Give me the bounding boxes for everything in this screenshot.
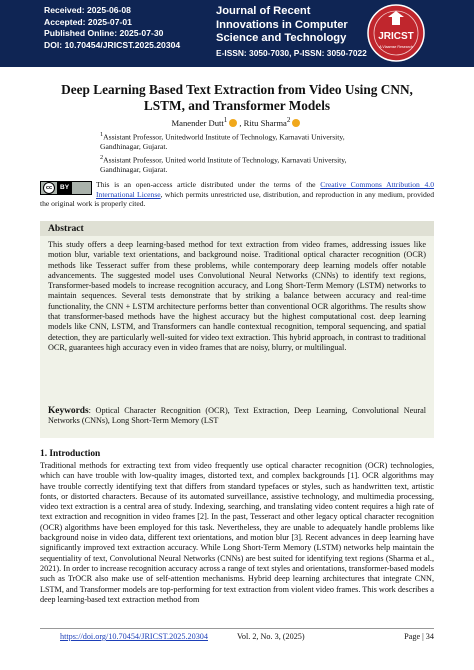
footer-volume: Vol. 2, No. 3, (2025) xyxy=(237,632,305,641)
footer-doi-link[interactable]: https://doi.org/10.70454/JRICST.2025.20304 xyxy=(60,632,208,641)
abstract-header-bar xyxy=(40,221,434,236)
introduction-heading: 1. Introduction xyxy=(40,449,101,459)
logo-subtext: A Vlaamse Research xyxy=(379,45,413,49)
license-statement xyxy=(40,180,434,209)
keywords xyxy=(48,406,426,427)
affiliation-2-sup: 2 xyxy=(100,154,104,161)
cc-icon: cc xyxy=(43,182,55,194)
author-line xyxy=(40,116,434,128)
journal-issn: E-ISSN: 3050-7030, P-ISSN: 3050-7022 xyxy=(216,47,367,58)
by-label: BY xyxy=(57,182,72,194)
keywords-label: Keywords xyxy=(48,406,89,416)
orcid-icon[interactable] xyxy=(292,119,300,127)
license-link[interactable]: Creative Commons Attribution 4.0 International License xyxy=(96,180,434,199)
journal-title-block xyxy=(216,5,366,58)
journal-name: Journal of Recent Innovations in Computer Science and Technology xyxy=(216,5,348,44)
doi-text: DOI: 10.70454/JRICST.2025.20304 xyxy=(44,39,181,50)
affiliation-1-sup: 1 xyxy=(100,131,104,138)
introduction-text: Traditional methods for extracting text from video frequently use optical character recognition (OCR) technologies, which can have trouble with low-quality images, distorted text, and complex backgrounds [1]. OCR algorithms may have trouble correctly identifying text that differs from standard typefaces or styles, such as handwritten text, artistic fonts, or distorted characters. Because of its automated surveillance, assistive technology, and multimedia processing, video text extraction is a central area of study. Indexing, searching, and translating video content requires a high rate of text extraction and recognition in video frames [2]. In the past, Tesseract and other legacy optical character recognition (OCR) algorithms have been employed for this task. Nevertheless, they are unable to adequately handle problems like background noise in video data, different text orientations, and motion blur [3]. Recent advances in deep learning have significantly improved text extraction accuracy. While Long Short-Term Memory (LSTM) networks help maintain the sequentiality of text, Convolutional Neural Networks (CNNs) are best suited for identifying text regions (Sharma et al., 2021). In order to increase recognition accuracy across a range of text styles and orientations, transformer-based models such as TrOCR also make use of self-attention mechanisms. Hybrid deep learning architectures that integrate CNN, LSTM, and Transformer models are top-performing for text extraction from violent video frames. This work describes a deep learning-based text extraction method from xyxy=(40,461,434,604)
license-text-after: , which permits unrestricted use, distribution, and reproduction in any medium, provided the original work is properly cited. xyxy=(40,189,434,209)
accepted-date: Accepted: 2025-07-01 xyxy=(44,16,132,27)
received-date: Received: 2025-06-08 xyxy=(44,5,131,15)
keywords-text: : Optical Character Recognition (OCR), Text Extraction, Deep Learning, Convolutional Neural Networks (CNNs), Long Short-Term Memory (LST xyxy=(48,406,426,426)
author-1-sup: 1 xyxy=(223,116,228,124)
paper-title: Deep Learning Based Text Extraction from Video Using CNN, LSTM, and Transformer Models xyxy=(61,82,413,113)
page-footer xyxy=(40,628,434,643)
affiliation-2-text: Assistant Professor, United world Institute of Technology, Karnavati University, Gandhinagar, Gujarat. xyxy=(100,155,347,174)
footer-page-number: Page | 34 xyxy=(404,632,434,641)
article-dates xyxy=(44,5,214,51)
abstract-text: This study offers a deep learning-based method for text extraction from video frames, addressing issues like motion blur, variable text orientations, and background noise. Traditional optical character recognition (OCR) methods like Tesseract suffer from these problems, while contemporary deep learning models offer notable advancements. The suggested model uses Convolutional Neural Networks (CNNs) to identify text regions, Transformer-based models to increase recognition accuracy, and Long Short-Term Memory (LSTM) networks to maintain sequences. Several tests demonstrate that by striking a balance between accuracy and real-time functionality, the CNN + LSTM architecture performs better than conventional OCR algorithms. The results show that transformer-based methods have the highest accuracy but the highest computational cost. deep learning models like CNN, LSTM, and Transformers can handle contextual recognition, temporal sequencing, and spatial detection, they are particularly well-suited for video text extraction. This hybrid approach, in contrast to traditional OCR, guarantees high accuracy even in video frames that are noisy, blurry, or multilingual. xyxy=(48,240,426,352)
author-separator: , Ritu Sharma xyxy=(239,117,287,128)
logo-text: JRICST xyxy=(378,31,414,42)
author-2-sup: 2 xyxy=(286,116,291,124)
affiliation-2 xyxy=(100,153,374,174)
journal-banner xyxy=(0,0,474,67)
abstract-heading: Abstract xyxy=(48,223,84,234)
affiliation-1 xyxy=(100,130,374,151)
author-1: Manender Dutt xyxy=(171,117,224,128)
published-date: Published Online: 2025-07-30 xyxy=(44,28,164,39)
affiliation-1-text: Assistant Professor, Unitedworld Institute of Technology, Karnavati University, Gandhinagar, Gujarat. xyxy=(100,132,345,151)
journal-logo xyxy=(366,3,426,63)
license-text-before: This is an open-access article distributed under the terms of the xyxy=(96,180,321,189)
cc-by-badge[interactable] xyxy=(40,181,92,195)
orcid-icon[interactable] xyxy=(229,119,237,127)
